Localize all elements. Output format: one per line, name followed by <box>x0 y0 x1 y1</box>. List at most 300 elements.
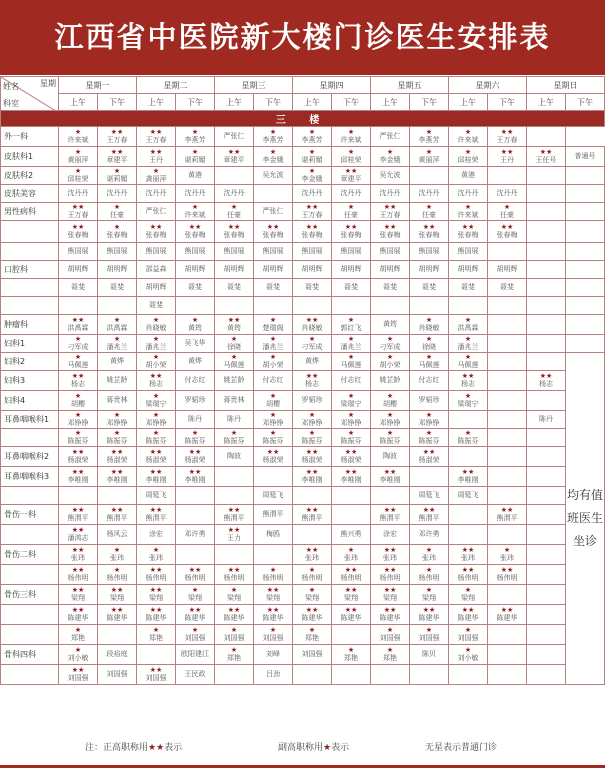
doctor-cell <box>332 645 371 665</box>
rank-star-icon: ★★ <box>110 585 124 594</box>
doctor-cell <box>449 487 488 505</box>
am-header: 上午 <box>59 94 98 111</box>
doctor-cell <box>371 605 410 625</box>
doctor-cell <box>410 335 449 353</box>
rank-star-icon: ★★ <box>344 565 358 574</box>
doctor-cell <box>410 353 449 371</box>
doctor-name: 黄筠 <box>227 323 241 332</box>
doctor-name: 龚丽萍 <box>145 174 167 183</box>
department-label <box>1 525 59 545</box>
doctor-cell <box>566 261 605 279</box>
doctor-cell <box>98 625 137 645</box>
doctor-cell <box>527 243 566 261</box>
doctor-cell <box>449 505 488 525</box>
rank-star-icon: ★★ <box>500 505 514 514</box>
doctor-name: 梁翔 <box>344 593 358 602</box>
doctor-name: 熊渭平 <box>301 513 323 522</box>
doctor-cell <box>566 203 605 221</box>
doctor-cell <box>488 429 527 447</box>
rank-star-icon: ★★ <box>71 447 85 456</box>
rank-star-icon: ★ <box>386 352 394 361</box>
doctor-cell <box>137 429 176 447</box>
table-row <box>1 221 605 243</box>
doctor-name: 刘峰 <box>266 650 280 658</box>
doctor-name: 熊国展 <box>223 247 245 255</box>
doctor-cell <box>527 411 566 429</box>
doctor-name: 姚芷龄 <box>379 376 401 384</box>
doctor-cell <box>371 203 410 221</box>
day-header: 星期五 <box>371 77 449 94</box>
doctor-name: 熊国展 <box>184 247 206 255</box>
doctor-cell <box>410 147 449 167</box>
doctor-cell <box>371 411 410 429</box>
table-row <box>1 525 605 545</box>
doctor-name: 熊渭平 <box>106 513 128 522</box>
rank-star-icon: ★ <box>191 625 199 634</box>
doctor-name: 严张仁 <box>223 132 245 140</box>
doctor-cell <box>215 279 254 297</box>
table-row <box>1 429 605 447</box>
table-row <box>1 645 605 665</box>
doctor-cell <box>332 505 371 525</box>
doctor-name: 许来斌 <box>457 210 479 219</box>
doctor-name: 陈建华 <box>262 613 284 622</box>
rank-star-icon: ★★ <box>383 605 397 614</box>
legend-associate-text: 副高职称用 <box>278 743 324 753</box>
doctor-cell <box>59 127 98 147</box>
rank-star-icon: ★ <box>191 147 199 156</box>
doctor-name: 段裕庭 <box>106 650 128 658</box>
rank-star-icon: ★ <box>191 315 199 324</box>
rank-star-icon: ★★ <box>227 605 241 614</box>
doctor-name: 邓铮铮 <box>262 418 284 427</box>
doctor-cell <box>176 315 215 335</box>
department-label: 骨科四科 <box>1 645 59 665</box>
doctor-name: 沈丹丹 <box>457 189 479 197</box>
doctor-cell <box>488 185 527 203</box>
doctor-cell <box>59 185 98 203</box>
rank-star-icon: ★ <box>464 428 472 437</box>
doctor-name: 许来斌 <box>457 135 479 144</box>
doctor-name: 李唯刚 <box>340 475 362 484</box>
doctor-name: 熊渭平 <box>67 513 89 522</box>
doctor-cell <box>332 243 371 261</box>
doctor-name: 肖晓敏 <box>145 323 167 332</box>
rank-star-icon: ★ <box>308 166 316 175</box>
doctor-cell <box>410 279 449 297</box>
doctor-name: 洪禹霖 <box>106 323 128 332</box>
doctor-name: 李唯刚 <box>145 475 167 484</box>
rank-star-icon: ★★ <box>383 222 397 231</box>
doctor-cell <box>449 625 488 645</box>
doctor-cell <box>566 167 605 185</box>
doctor-name: 刘国强 <box>457 633 479 642</box>
rank-star-icon: ★ <box>425 545 433 554</box>
doctor-name: 马佩莲 <box>223 360 245 369</box>
doctor-cell <box>371 167 410 185</box>
doctor-cell <box>254 665 293 685</box>
doctor-cell <box>254 625 293 645</box>
rank-star-icon: ★ <box>347 147 355 156</box>
doctor-name: 罗韬珍 <box>418 396 440 404</box>
doctor-cell <box>254 335 293 353</box>
doctor-cell <box>137 297 176 315</box>
doctor-cell <box>449 221 488 243</box>
doctor-cell <box>293 203 332 221</box>
doctor-cell <box>488 371 527 391</box>
doctor-cell <box>371 487 410 505</box>
rank-star-icon: ★ <box>74 352 82 361</box>
doctor-cell <box>449 545 488 565</box>
doctor-name: 刘国强 <box>223 633 245 642</box>
table-row <box>1 371 605 391</box>
rank-star-icon: ★★ <box>110 447 124 456</box>
doctor-cell <box>488 127 527 147</box>
doctor-cell <box>293 261 332 279</box>
doctor-name: 杨淑荣 <box>301 455 323 464</box>
rank-star-icon: ★★ <box>71 505 85 514</box>
pm-header: 下午 <box>176 94 215 111</box>
doctor-cell <box>215 147 254 167</box>
am-header: 上午 <box>371 94 410 111</box>
doctor-cell <box>449 429 488 447</box>
rank-star-icon: ★ <box>113 545 121 554</box>
doctor-name: 李唯刚 <box>67 475 89 484</box>
rank-star-icon: ★★ <box>500 147 514 156</box>
doctor-cell <box>293 487 332 505</box>
doctor-cell <box>332 447 371 467</box>
doctor-name: 梁翔 <box>71 593 85 602</box>
doctor-name: 杨伟明 <box>457 573 479 582</box>
doctor-name: 潘兆兰 <box>262 342 284 351</box>
department-label: 耳鼻咽喉科2 <box>1 447 59 467</box>
table-row <box>1 565 605 585</box>
doctor-name: 王万春 <box>145 135 167 144</box>
doctor-cell <box>371 645 410 665</box>
doctor-cell <box>293 335 332 353</box>
doctor-name: 肖晓敏 <box>301 323 323 332</box>
doctor-name: 吴允波 <box>379 171 401 179</box>
doctor-cell <box>59 297 98 315</box>
doctor-name: 聂斐 <box>227 283 241 291</box>
doctor-cell <box>371 243 410 261</box>
rank-star-icon: ★★ <box>149 605 163 614</box>
rank-star-icon: ★ <box>152 352 160 361</box>
doctor-cell <box>176 203 215 221</box>
doctor-name: 陈振芬 <box>340 436 362 445</box>
rank-star-icon: ★ <box>464 352 472 361</box>
rank-star-icon: ★★ <box>71 665 85 674</box>
doctor-name: 王万春 <box>106 135 128 144</box>
rank-star-icon: ★ <box>191 585 199 594</box>
rank-star-icon: ★★ <box>461 467 475 476</box>
rank-star-icon: ★★ <box>188 565 202 574</box>
doctor-name: 陶波 <box>227 452 241 460</box>
doctor-cell <box>176 353 215 371</box>
rank-star-icon: ★★ <box>500 222 514 231</box>
doctor-cell <box>449 185 488 203</box>
doctor-cell <box>98 665 137 685</box>
doctor-cell <box>137 221 176 243</box>
doctor-cell <box>98 467 137 487</box>
doctor-name: 李金娥 <box>379 155 401 164</box>
doctor-cell <box>410 525 449 545</box>
doctor-name: 黄烨 <box>305 357 319 365</box>
doctor-cell <box>137 625 176 645</box>
doctor-cell <box>254 411 293 429</box>
doctor-name: 聂斐 <box>344 283 358 291</box>
legend-senior-suffix: 表示 <box>164 743 183 753</box>
doctor-name: 潘兆兰 <box>145 342 167 351</box>
doctor-name: 聂斐 <box>149 301 163 309</box>
doctor-name: 沈丹丹 <box>301 189 323 197</box>
rank-star-icon: ★ <box>230 202 238 211</box>
doctor-name: 陈建华 <box>223 613 245 622</box>
doctor-cell <box>293 391 332 411</box>
rank-star-icon: ★ <box>503 545 511 554</box>
rank-star-icon: ★ <box>503 202 511 211</box>
doctor-name: 聂斐 <box>188 283 202 291</box>
doctor-cell <box>254 487 293 505</box>
doctor-cell <box>254 505 293 525</box>
day-header: 星期四 <box>293 77 371 94</box>
doctor-name: 聂斐 <box>110 283 124 291</box>
doctor-name: 陈建华 <box>340 613 362 622</box>
doctor-cell <box>98 487 137 505</box>
rank-star-icon: ★★ <box>266 605 280 614</box>
doctor-name: 罗韬珍 <box>184 396 206 404</box>
table-row <box>1 297 605 315</box>
doctor-name: 梁翔 <box>383 593 397 602</box>
doctor-cell <box>254 447 293 467</box>
rank-star-icon: ★★ <box>461 545 475 554</box>
doctor-cell <box>215 411 254 429</box>
department-label <box>1 605 59 625</box>
doctor-name: 杨伟明 <box>223 573 245 582</box>
doctor-name: 梁翔 <box>188 593 202 602</box>
doctor-cell <box>410 605 449 625</box>
rank-star-icon: ★ <box>269 352 277 361</box>
doctor-cell <box>293 315 332 335</box>
doctor-name: 谌莉媚 <box>106 174 128 183</box>
doctor-cell <box>488 315 527 335</box>
rank-star-icon: ★ <box>152 166 160 175</box>
doctor-cell <box>410 297 449 315</box>
legend-senior <box>85 740 182 753</box>
doctor-cell <box>176 261 215 279</box>
doctor-name: 沈丹丹 <box>67 189 89 197</box>
doctor-cell <box>449 127 488 147</box>
doctor-name: 王万春 <box>496 135 518 144</box>
doctor-cell <box>371 335 410 353</box>
rank-star-icon: ★ <box>386 428 394 437</box>
doctor-cell <box>59 391 98 411</box>
doctor-name: 许来斌 <box>340 135 362 144</box>
rank-star-icon: ★★ <box>227 315 241 324</box>
doctor-cell <box>332 429 371 447</box>
doctor-cell <box>371 127 410 147</box>
doctor-cell <box>293 167 332 185</box>
doctor-cell <box>137 127 176 147</box>
doctor-name: 张春梅 <box>145 230 167 239</box>
doctor-cell <box>332 585 371 605</box>
doctor-name: 熊国展 <box>340 247 362 255</box>
rank-star-icon: ★ <box>113 202 121 211</box>
doctor-cell <box>137 335 176 353</box>
doctor-cell <box>449 411 488 429</box>
day-header: 星期六 <box>449 77 527 94</box>
doctor-cell <box>98 585 137 605</box>
doctor-name: 李燕芳 <box>262 135 284 144</box>
doctor-name: 杨伟明 <box>67 573 89 582</box>
doctor-name: 陈振芬 <box>262 436 284 445</box>
doctor-name: 黄港 <box>461 171 475 179</box>
rank-star-icon: ★★ <box>188 447 202 456</box>
doctor-name: 熊渭平 <box>418 513 440 522</box>
doctor-cell <box>449 243 488 261</box>
rank-star-icon: ★ <box>425 410 433 419</box>
rank-star-icon: ★★ <box>149 467 163 476</box>
doctor-name: 杨淑荣 <box>340 455 362 464</box>
rank-star-icon: ★ <box>152 410 160 419</box>
doctor-name: 徐晓 <box>227 342 241 351</box>
doctor-name: 胡小荣 <box>145 360 167 369</box>
doctor-cell <box>410 391 449 411</box>
doctor-cell <box>215 605 254 625</box>
rank-star-icon: ★★ <box>227 565 241 574</box>
doctor-name: 沈丹丹 <box>379 189 401 197</box>
doctor-cell <box>410 261 449 279</box>
rank-star-icon: ★ <box>425 565 433 574</box>
department-label: 口腔科 <box>1 261 59 279</box>
doctor-name: 张春梅 <box>496 230 518 239</box>
doctor-cell <box>293 147 332 167</box>
doctor-cell <box>527 279 566 297</box>
rank-star-icon: ★★ <box>305 202 319 211</box>
doctor-cell <box>410 371 449 391</box>
doctor-name: 杨伟明 <box>184 573 206 582</box>
doctor-name: 黄港 <box>188 171 202 179</box>
doctor-name: 杨伟明 <box>379 573 401 582</box>
rank-star-icon: ★ <box>269 391 277 400</box>
table-row <box>1 585 605 605</box>
rank-star-icon: ★★ <box>383 467 397 476</box>
rank-star-icon: ★ <box>74 166 82 175</box>
rank-star-icon: ★ <box>347 645 355 654</box>
doctor-cell <box>410 625 449 645</box>
doctor-cell <box>410 645 449 665</box>
doctor-name: 胡明辉 <box>301 265 323 273</box>
rank-star-icon: ★ <box>425 202 433 211</box>
rank-star-icon: ★★ <box>71 585 85 594</box>
department-label <box>1 565 59 585</box>
rank-star-icon: ★★ <box>188 605 202 614</box>
doctor-name: 刘国强 <box>262 633 284 642</box>
doctor-cell <box>215 585 254 605</box>
doctor-cell <box>137 391 176 411</box>
doctor-cell <box>527 391 566 411</box>
doctor-cell <box>488 335 527 353</box>
rank-star-icon: ★★ <box>227 222 241 231</box>
department-label <box>1 665 59 685</box>
rank-star-icon: ★ <box>464 334 472 343</box>
doctor-name: 杨伟明 <box>340 573 362 582</box>
doctor-name: 吴飞华 <box>184 339 206 347</box>
doctor-cell <box>527 585 566 605</box>
doctor-cell <box>98 243 137 261</box>
doctor-cell <box>371 565 410 585</box>
doctor-name: 陈建华 <box>496 613 518 622</box>
rank-star-icon: ★★ <box>461 565 475 574</box>
doctor-cell <box>449 391 488 411</box>
doctor-name: 胡明辉 <box>496 265 518 273</box>
doctor-name: 罗韬珍 <box>301 396 323 404</box>
doctor-name: 王万春 <box>301 210 323 219</box>
doctor-cell <box>176 505 215 525</box>
doctor-name: 刘小敏 <box>457 653 479 662</box>
doctor-name: 杨淑荣 <box>184 455 206 464</box>
doctor-cell <box>488 665 527 685</box>
doctor-cell <box>371 185 410 203</box>
doctor-cell <box>449 203 488 221</box>
doctor-cell <box>176 545 215 565</box>
doctor-cell <box>293 585 332 605</box>
doctor-name: 李燕芳 <box>184 135 206 144</box>
doctor-cell <box>371 545 410 565</box>
doctor-cell <box>449 467 488 487</box>
doctor-name: 聂斐 <box>71 283 85 291</box>
department-label: 骨伤一科 <box>1 505 59 525</box>
rank-star-icon: ★★ <box>461 222 475 231</box>
table-row <box>1 505 605 525</box>
doctor-cell <box>176 665 215 685</box>
doctor-cell <box>488 467 527 487</box>
doctor-cell <box>371 279 410 297</box>
rank-star-icon: ★ <box>269 428 277 437</box>
rank-star-icon: ★★ <box>71 371 85 380</box>
rank-star-icon: ★ <box>191 202 199 211</box>
rank-star-icon: ★ <box>152 428 160 437</box>
doctor-cell <box>215 447 254 467</box>
rank-star-icon: ★ <box>425 147 433 156</box>
doctor-cell <box>410 411 449 429</box>
doctor-name: 张玮 <box>110 553 124 562</box>
doctor-cell <box>332 221 371 243</box>
rank-star-icon: ★★ <box>149 222 163 231</box>
doctor-cell <box>137 545 176 565</box>
rank-star-icon: ★★ <box>266 447 280 456</box>
rank-star-icon: ★ <box>74 410 82 419</box>
rank-star-icon: ★ <box>74 391 82 400</box>
doctor-cell <box>566 221 605 243</box>
doctor-cell <box>215 261 254 279</box>
rank-star-icon: ★ <box>269 410 277 419</box>
doctor-name: 许来斌 <box>67 135 89 144</box>
doctor-name: 陈建华 <box>301 613 323 622</box>
doctor-cell <box>215 203 254 221</box>
doctor-cell <box>98 605 137 625</box>
doctor-name: 熊渭平 <box>145 513 167 522</box>
doctor-name: 梁翔 <box>461 593 475 602</box>
doctor-cell <box>293 429 332 447</box>
doctor-cell <box>488 585 527 605</box>
doctor-name: 吕劲 <box>266 670 280 678</box>
table-row <box>1 147 605 167</box>
doctor-name: 李燕芳 <box>418 135 440 144</box>
doctor-cell <box>449 279 488 297</box>
doctor-cell <box>449 585 488 605</box>
doctor-name: 邓铮铮 <box>418 418 440 427</box>
